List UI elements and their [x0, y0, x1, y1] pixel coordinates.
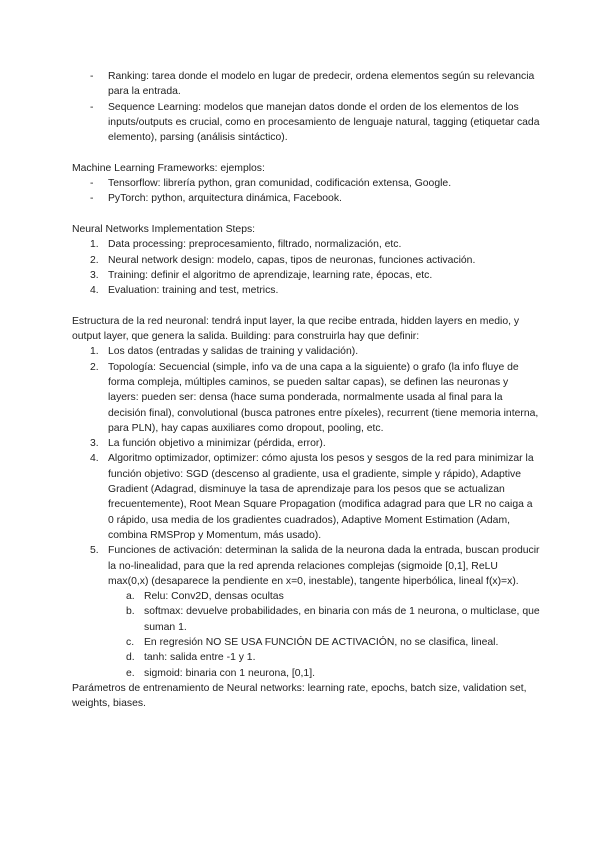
sublist-item [108, 666, 540, 681]
list-item-text: Topología: Secuencial (simple, info va de una capa a la siguiente) o grafo (la info fluye de forma compleja, múltiples caminos, se pueden saltar capas), se definen las neuronas y layers: pueden ser: densa (hace suma ponderada, normalmente usada al final para la decisión final), convolutional (busca patrones entre píxeles), recurrent (tiene memoria interna, para PLN), hay capas auxiliares como dropout, pooling, etc. [108, 361, 539, 434]
bullet-marker: - [90, 71, 94, 82]
bullet-marker: - [90, 193, 94, 205]
number-marker: 1. [90, 346, 99, 358]
list-item [72, 436, 540, 451]
letter-marker: c. [126, 636, 135, 648]
structure-intro: Estructura de la red neuronal: tendrá input layer, la que recibe entrada, hidden layers en medio, y output layer, que genera la salida. Building: para construirla hay que definir: [72, 315, 520, 343]
list-item-text: Tensorflow: librería python, gran comunidad, codificación extensa, Google. [108, 178, 452, 190]
frameworks-list [72, 176, 540, 207]
number-marker: 4. [90, 285, 99, 297]
list-item [72, 191, 540, 206]
list-item-text: PyTorch: python, arquitectura dinámica, Facebook. [108, 193, 342, 205]
list-item-text: Los datos (entradas y salidas de training y validación). [108, 346, 359, 358]
number-marker: 3. [90, 269, 99, 281]
list-item [72, 176, 540, 191]
list-item-text: Training: definir el algoritmo de aprendizaje, learning rate, épocas, etc. [108, 269, 433, 281]
letter-marker: b. [126, 606, 135, 618]
letter-marker: d. [126, 652, 135, 664]
list-item [72, 543, 540, 589]
sublist-item-text: tanh: salida entre -1 y 1. [144, 652, 256, 664]
sublist-item-text: Relu: Conv2D, densas ocultas [144, 591, 284, 603]
activation-sublist [108, 589, 540, 681]
number-marker: 5. [90, 545, 99, 557]
number-marker: 4. [90, 453, 99, 465]
list-item [72, 237, 540, 252]
number-marker: 1. [90, 239, 99, 251]
list-item-text: Neural network design: modelo, capas, tipos de neuronas, funciones activación. [108, 254, 476, 266]
number-marker: 3. [90, 438, 99, 450]
letter-marker: e. [126, 667, 135, 679]
list-item-text: Evaluation: training and test, metrics. [108, 285, 279, 297]
sublist-item-text: En regresión NO SE USA FUNCIÓN DE ACTIVACIÓN, no se clasifica, lineal. [144, 636, 499, 648]
list-item [72, 344, 540, 359]
list-item [72, 268, 540, 283]
sublist-item [108, 604, 540, 635]
number-marker: 2. [90, 254, 99, 266]
list-item-text: La función objetivo a minimizar (pérdida, error). [108, 438, 326, 450]
steps-heading: Neural Networks Implementation Steps: [72, 223, 256, 235]
bullet-marker: - [90, 101, 94, 113]
structure-list [72, 344, 540, 589]
steps-list [72, 237, 540, 298]
closing-paragraph: Parámetros de entrenamiento de Neural networks: learning rate, epochs, batch size, validation set, weights, biases. [72, 682, 527, 710]
list-item [72, 283, 540, 298]
list-item [72, 451, 540, 543]
top-bullet-list [72, 69, 540, 145]
list-item-text: Algoritmo optimizador, optimizer: cómo ajusta los pesos y sesgos de la red para minimizar la función objetivo: SGD (descenso al gradiente, usa el gradiente, simple y rápido), Adaptive Gradient (Adagrad, disminuye la tasa de aprendizaje para los pesos que se actualizan frecuentemente), Root Mean Square Propagation (modifica adagrad para que LR no caiga a 0 rápido, usa media de los gradientes cuadrados), Adaptive Moment Estimation (Adam, combina RMSProp y Momentum, más usado). [108, 453, 534, 541]
sublist-item [108, 650, 540, 665]
list-item [72, 69, 540, 100]
number-marker: 2. [90, 361, 99, 373]
list-item-text: Funciones de activación: determinan la salida de la neurona dada la entrada, buscan producir la no-linealidad, para que la red aprenda relaciones complejas (sigmoide [0,1], ReLU max(0,x) (desaparece la pendiente en x=0, inestable), tangente hiperbólica, lineal f(x)=x). [108, 545, 540, 587]
sublist-item [108, 635, 540, 650]
sublist-item-text: sigmoid: binaria con 1 neurona, [0,1]. [144, 667, 315, 679]
sublist-item [108, 589, 540, 604]
list-item [72, 253, 540, 268]
list-item [72, 100, 540, 146]
bullet-marker: - [90, 178, 94, 190]
frameworks-heading: Machine Learning Frameworks: ejemplos: [72, 162, 265, 174]
list-item-text: Data processing: preprocesamiento, filtrado, normalización, etc. [108, 239, 402, 251]
list-item-text: Ranking: tarea donde el modelo en lugar de predecir, ordena elementos según su relevancia para la entrada. [108, 71, 535, 98]
list-item-text: Sequence Learning: modelos que manejan datos donde el orden de los elementos de los inputs/outputs es crucial, como en procesamiento de lenguaje natural, tagging (etiquetar cada elemento), parsing (análisis sintáctico). [108, 101, 540, 144]
letter-marker: a. [126, 591, 135, 603]
spacer [72, 298, 540, 313]
sublist-item-text: softmax: devuelve probabilidades, en binaria con más de 1 neurona, o multiclase, que suman 1. [144, 606, 540, 633]
spacer [72, 207, 540, 222]
list-item [72, 360, 540, 436]
spacer [72, 145, 540, 160]
